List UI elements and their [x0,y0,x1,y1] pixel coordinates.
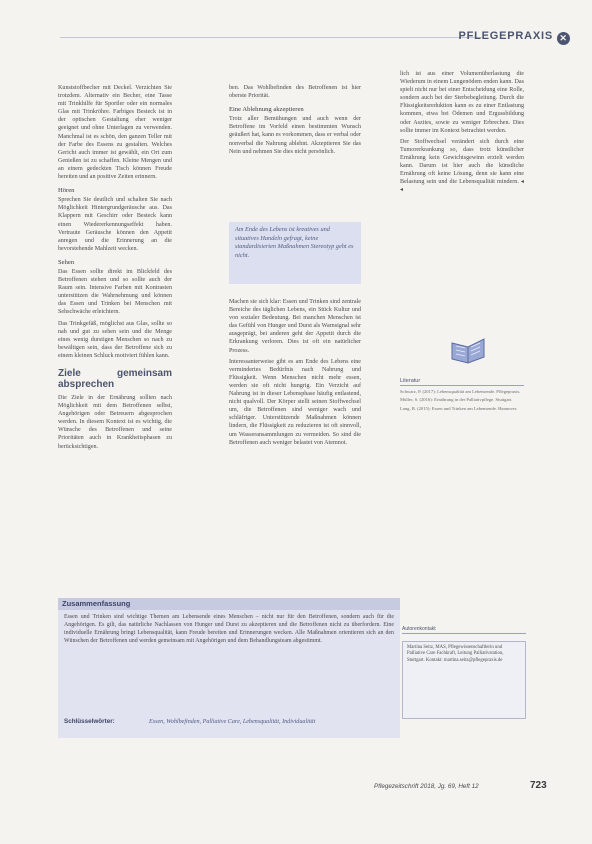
literature-box [400,378,524,414]
summary-box [58,598,400,738]
section-heading-ziele: Ziele gemeinsam absprechen [58,368,172,390]
close-x-icon: ✕ [557,32,570,45]
keywords-row [64,718,394,726]
heading-hoeren: Hören [58,187,75,195]
header-rule [60,37,482,38]
page-number: 723 [530,780,547,791]
heading-ablehnung: Eine Ablehnung akzeptieren [229,106,304,114]
col2-bottom-2: Interessanterweise gibt es am Ende des Lebens eine vermindertes Bedürfnis nach Nahrung und Flüssigkeit. Wenn Menschen nicht mehr essen, werden sie oft nicht hungrig. Ein Verzicht auf Nahrung ist in dieser Lebensphase häufig entlastend, nicht qualvoll. Der Körper stellt seinen Stoffwechsel um, die Betroffenen sind weniger wach und schläfriger. Unterstützende Maßnahmen können lindern, die Flüssigkeit zu reduzieren ist oft sinnvoll, um Wasseransammlungen zu vermeiden. So sind die Betroffenen auch weniger belastet von Atemnot. [229,358,361,446]
author-box [402,641,526,719]
literature-item: Schwarz, P. (2017): Lebensqualität am Lebensende. Pflegepraxis. [400,389,521,394]
column-3 [400,70,524,197]
summary-text: Essen und Trinken sind wichtige Themen am Lebensende eines Menschen – nicht nur für den Betroffenen, sondern auch für die Angehörigen. Es gilt, das natürliche Nachlassen von Hunger und Durst zu akzeptieren und die Betroffenen nicht zu überfordern. Eine individuelle Ernährung bringt Lebensqualität, kann Freude bereiten und Erinnerungen wecken. Alle Maßnahmen orientieren sich an den Wünschen der Betroffenen und werden gemeinsam mit Angehörigen und dem Behandlungsteam abgestimmt. [64,614,394,645]
text-ziele: Die Ziele in der Ernährung sollten nach Möglichkeit mit dem Betroffenen selbst, Angehörigen oder Betreuern abgesprochen werden. In diesem Kontext ist es wichtig, die Wünsche des Betroffenen und seine Prioritäten auch in Krankheitsphasen zu berücksichtigen. [58,395,172,450]
summary-title: Zusammenfassung [58,598,400,610]
author-heading: Autorenkontakt [402,626,526,634]
header-bar [0,28,592,44]
journal-citation: Pflegezeitschrift 2018, Jg. 69, Heft 12 [374,783,479,790]
literature-heading: Literatur [400,378,524,386]
column-2 [229,84,361,159]
pull-quote [229,222,361,284]
keywords-list: Essen, Wohlbefinden, Palliative Care, Lebensqualität, Individualität [149,719,316,725]
text-sehen: Das Essen sollte direkt im Blickfeld des Betroffenen stehen und so sollte auch der Raum sein. Intensive Farben mit Kontrasten unterstützen die Wahrnehmung und können das Essen und Trinken bei Menschen mit Sehschwäche erleichtern. [58,268,172,316]
author-contact [402,626,526,719]
column-1 [58,84,172,454]
literature-item: Lang, B. (2015): Essen und Trinken am Lebensende. Hannover. [400,405,518,411]
pull-quote-text: Am Ende des Lebens ist kreatives und situatives Handeln gefragt, keine standardisierten Maßnahmen Stereotyp geht es nicht. [235,226,354,259]
section-brand [458,30,570,45]
brand-label: PFLEGEPRAXIS [458,30,553,42]
column-2-bottom [229,298,361,450]
heading-sehen: Sehen [58,258,75,266]
open-book-icon [448,333,488,365]
keywords-label: Schlüsselwörter: [64,718,115,725]
literature-item: Müller, S. (2016): Ernährung in der Palliativpflege. Stuttgart. [400,397,513,403]
text-trinkgefaess: Das Trinkgefäß, möglichst aus Glas, sollte so nah und gut zu sehen sein und die Menge eines wenig durstigen Menschen so nach zu bewältigen sein, dass der Betroffene sich zu einem kleinen Schluck motiviert fühlen kann. [58,320,172,359]
col3-para-1: lich ist aus einer Volumenüberlastung die Wiederum in einem Lungenödem enden kann. Das spielt nicht nur bei einer Entscheidung eine Rolle, sondern auch bei der Sterbebegleitung. Durch die Flüssigkeitsreduktion kann es zu einer Entlastung kommen, etwa bei Ödemen und Ergussbildung oder Aszites, sowie zu weniger Erbrechen. Dies sollte immer im Kontext betrachtet werden. [400,71,524,134]
col1-intro: Kunststoffbecher mit Deckel. Verzichten Sie trotzdem. Alternativ ein Becher, eine Tasse mit Trinkhilfe für Sportler oder ein normales Glas mit Trinkröhre. Farbiges Besteck ist in der optischen Gestaltung eher weniger geeignet und ohne Unterlagen zu verwenden. Manchmal ist es schön, den ganzen Teller mit der Farbe des Essens zu gestalten. Welches Gericht auch immer ist gewählt, ein Ort zum Genießen ist zu schaffen. Kleine Mengen und an einem gedeckten Tisch können Freude bereiten und an positive Zeiten erinnern. [58,85,172,181]
col2-top: ben. Das Wohlbefinden des Betroffenen ist hier oberste Priorität. [229,85,361,100]
author-text: Martina Seitz, MAS, Pflegewissenschaftlerin und Palliative Care Fachkraft, Leitung Palliativstation, Stuttgart. Kontakt: martina.seitz@pflegepraxis.de [407,645,504,663]
col2-bottom-1: Machen sie sich klar: Essen und Trinken sind zentrale Bereiche des täglichen Lebens, ein Stück Kultur und von sozialer Bedeutung. Bei manchen Menschen ist das Gefühl von Hunger und Durst als Warnsignal sehr ausgeprägt, bei anderen geht der Appetit durch die Erkrankung verloren. Dies ist oft ein natürlicher Prozess. [229,299,361,354]
text-ablehnung: Trotz aller Bemühungen und auch wenn der Betroffene im Vorfeld einen bestimmten Wunsch geäußert hat, kann es vorkommen, dass er verbal oder nonverbal die Nahrung ablehnt. Akzeptieren Sie das Nein und nehmen Sie dies nicht persönlich. [229,116,361,155]
text-hoeren: Sprechen Sie deutlich und schalten Sie nach Möglichkeit Hintergrundgeräusche aus. Das Klappern mit Geschirr oder Besteck kann einen Wiedererkennungseffekt haben. Vertraute Geräusche können den Appetit anregen und die Erinnerung an die bevorstehende Mahlzeit wecken. [58,197,172,252]
col3-para-2: Der Stoffwechsel verändert sich durch eine Tumorerkrankung so, dass trotz künstlicher Ernährung kein Gewichtsgewinn erzielt werden kann. Darum ist hier auch die künstliche Ernährung oft keine Lösung, denn sie kann eine Belastung sein und die Lebensqualität mindern. ◂ ◂ [400,138,524,194]
